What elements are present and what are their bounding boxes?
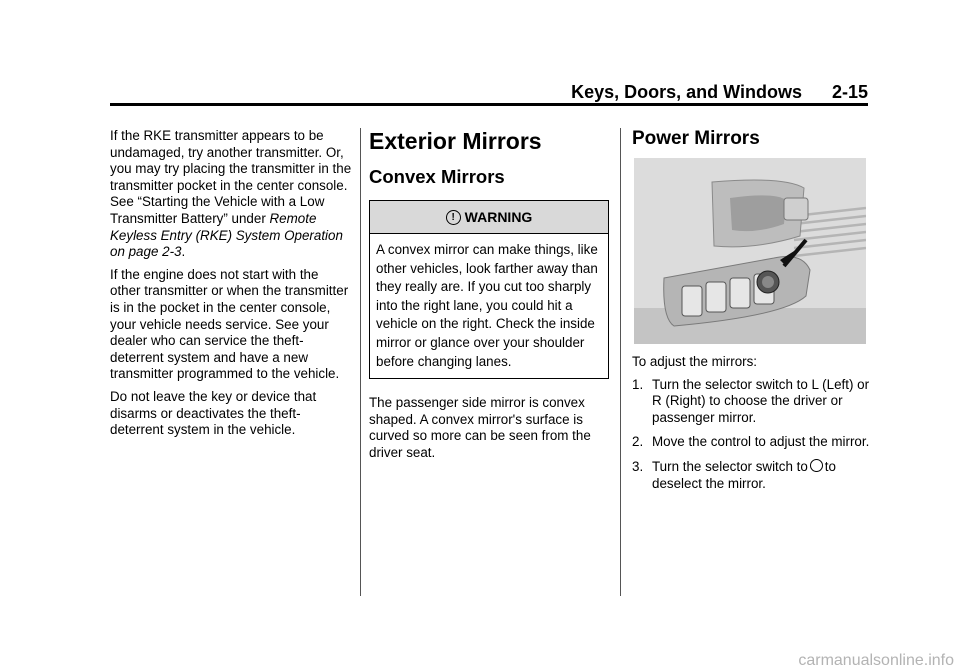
step-text: Turn the selector switch to — [652, 458, 808, 474]
page-header — [110, 82, 868, 104]
paragraph: To adjust the mirrors: — [632, 354, 758, 369]
warning-label: WARNING — [464, 208, 533, 225]
paragraph-text: . — [181, 244, 186, 260]
section-heading: Exterior Mirrors — [369, 128, 542, 154]
step-text: Turn the selector switch to L (Left) or R (Right) to choose the driver or passenger mirror. — [652, 376, 870, 425]
column-divider — [620, 128, 621, 596]
list-item — [632, 459, 872, 492]
column-1 — [110, 128, 352, 445]
step-number: 1. — [632, 376, 644, 392]
warning-box — [369, 200, 609, 379]
paragraph: The passenger side mirror is convex shaped. A convex mirror's surface is curved so more can be seen from the driver seat. — [369, 395, 591, 460]
paragraph-text: If the RKE transmitter appears to be undamaged, try another transmitter. Or, you may try placing the transmitter in the transmitter pocket in the center console. See “Starting the Vehicle with a Low Transmitter Battery” under — [110, 128, 352, 226]
step-text: Move the control to adjust the mirror. — [652, 434, 870, 450]
paragraph: Do not leave the key or device that disarms or deactivates the theft-deterrent system in the vehicle. — [110, 388, 317, 438]
step-text: to deselect the mirror. — [652, 458, 836, 491]
list-item — [632, 434, 872, 451]
column-3 — [632, 128, 872, 500]
section-heading: Power Mirrors — [632, 128, 760, 149]
warning-header — [370, 201, 608, 234]
watermark: carmanualsonline.info — [798, 652, 954, 669]
step-number: 2. — [632, 434, 644, 450]
column-2 — [369, 128, 609, 468]
page-number: 2-15 — [831, 82, 868, 102]
steps-list — [632, 377, 872, 493]
door-mirror-control-illustration — [634, 158, 866, 344]
off-position-icon — [810, 459, 823, 472]
cross-reference: Remote Keyless Entry (RKE) System Operation on page 2-3 — [110, 210, 343, 260]
section-title: Keys, Doors, and Windows — [571, 82, 802, 102]
paragraph — [110, 128, 352, 261]
header-rule — [110, 103, 868, 106]
column-divider — [360, 128, 361, 596]
paragraph: If the engine does not start with the other transmitter or when the transmitter is in the pocket in the center console, your vehicle needs service. See your dealer who can service the theft-deterrent system and have a new transmitter programmed to the vehicle. — [110, 266, 349, 382]
warning-icon: ! — [446, 210, 461, 225]
step-number: 3. — [632, 458, 644, 474]
warning-text: A convex mirror can make things, like other vehicles, look farther away than they really are. If you cut too sharply into the right lane, you could hit a vehicle on the right. Check the inside mirror or glance over your shoulder before changing lanes. — [376, 242, 598, 369]
subsection-heading: Convex Mirrors — [369, 166, 505, 187]
list-item — [632, 377, 872, 427]
